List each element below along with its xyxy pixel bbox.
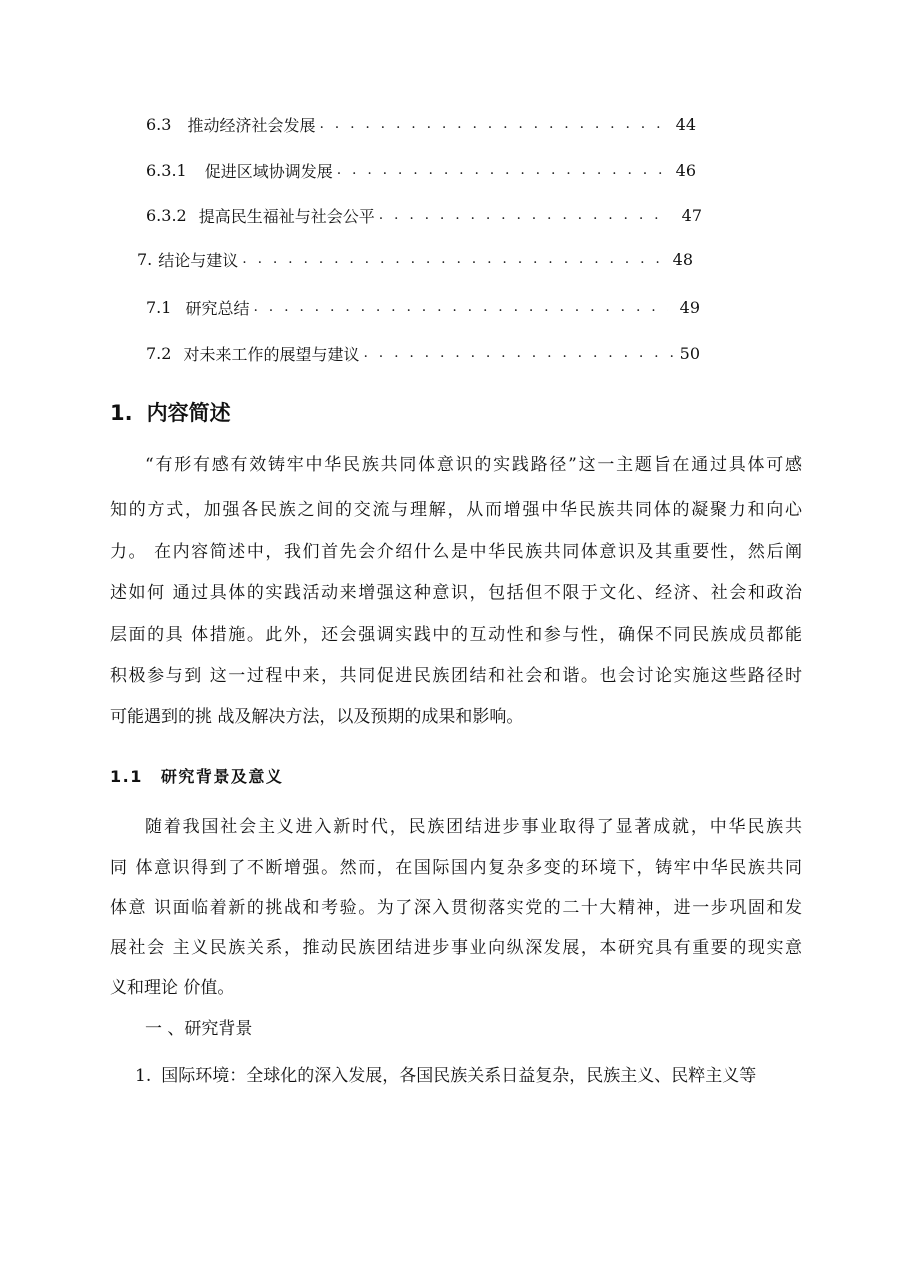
toc-title: 推动经济社会发展 <box>187 115 316 135</box>
toc-number: 6.3 <box>146 114 172 134</box>
toc-title: 提高民生福祉与社会公平 <box>198 206 375 226</box>
toc-page-number: 48 <box>672 249 693 269</box>
paragraph-line: 随着我国社会主义进入新时代，民族团结进步事业取得了显著成就，中华民族共 <box>145 817 802 837</box>
toc-entry[interactable] <box>146 293 700 321</box>
toc-leader-dots <box>379 207 670 223</box>
list-item-text: 国际环境：全球化的深入发展，各国民族关系日益复杂，民族主义、民粹主义等 <box>161 1066 757 1086</box>
toc-page-number: 49 <box>679 297 700 317</box>
list-item-number: 1. <box>135 1066 152 1086</box>
toc-entry[interactable] <box>137 245 693 273</box>
toc-title: 促进区域协调发展 <box>204 161 333 181</box>
toc-leader-dots <box>337 162 672 178</box>
toc-page-number: 46 <box>675 160 696 180</box>
toc-leader-dots <box>363 345 675 361</box>
toc-entry[interactable] <box>146 339 700 367</box>
subsection-heading <box>110 764 283 787</box>
toc-page-number: 47 <box>681 205 702 225</box>
toc-title: 研究总结 <box>185 298 250 318</box>
paragraph-line: “有形有感有效铸牢中华民族共同体意识的实践路径”这一主题旨在通过具体可感 <box>145 455 802 475</box>
toc-leader-dots <box>242 251 668 267</box>
section-title: 内容简述 <box>146 401 231 425</box>
toc-entry[interactable] <box>146 110 696 138</box>
subsection-number: 1.1 <box>110 767 143 786</box>
toc-number: 6.3.1 <box>146 160 187 180</box>
paragraph-line: 知的方式，加强各民族之间的交流与理解，从而增强中华民族共同体的凝聚力和向心 <box>110 500 802 520</box>
section-heading <box>110 397 231 427</box>
toc-entry[interactable] <box>146 201 702 229</box>
toc-leader-dots <box>319 116 671 132</box>
toc-title: 对未来工作的展望与建议 <box>183 344 360 364</box>
toc-title: 结论与建议 <box>158 250 239 270</box>
toc-leader-dots <box>253 299 667 315</box>
paragraph-line: 同 体意识得到了不断增强。然而，在国际国内复杂多变的环境下，铸牢中华民族共同 <box>110 858 802 878</box>
toc-page-number: 44 <box>675 114 696 134</box>
toc-number: 7.1 <box>146 297 172 317</box>
paragraph-line: 体意 识面临着新的挑战和考验。为了深入贯彻落实党的二十大精神，进一步巩固和发 <box>110 898 802 918</box>
toc-number: 7. <box>137 249 153 269</box>
toc-page-number: 50 <box>679 343 700 363</box>
paragraph-line: 层面的具 体措施。此外，还会强调实践中的互动性和参与性，确保不同民族成员都能 <box>110 625 802 645</box>
subsection-title: 研究背景及意义 <box>160 767 284 786</box>
subheading-text: 一 、研究背景 <box>145 1019 253 1039</box>
toc-entry[interactable] <box>146 156 696 184</box>
section-number: 1. <box>110 401 133 425</box>
toc-number: 6.3.2 <box>146 205 187 225</box>
paragraph-line: 力。 在内容简述中，我们首先会介绍什么是中华民族共同体意识及其重要性，然后阐 <box>110 542 802 562</box>
paragraph-line: 义和理论 价值。 <box>110 978 235 998</box>
list-item <box>135 1061 802 1091</box>
toc-number: 7.2 <box>146 343 172 363</box>
paragraph-line: 述如何 通过具体的实践活动来增强这种意识，包括但不限于文化、经济、社会和政治 <box>110 583 802 603</box>
paragraph-line: 积极参与到 这一过程中来，共同促进民族团结和社会和谐。也会讨论实施这些路径时 <box>110 666 802 686</box>
paragraph-line: 展社会 主义民族关系，推动民族团结进步事业向纵深发展，本研究具有重要的现实意 <box>110 938 802 958</box>
paragraph-line: 可能遇到的挑 战及解决方法，以及预期的成果和影响。 <box>110 707 524 727</box>
